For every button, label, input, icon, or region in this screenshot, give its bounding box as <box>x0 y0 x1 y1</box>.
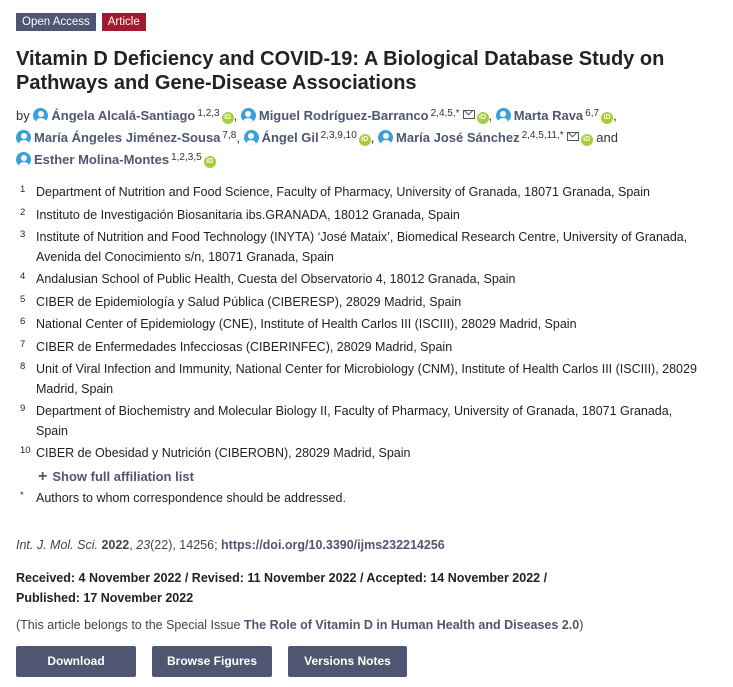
badge-row <box>16 13 146 31</box>
affiliation-item: 9 Department of Biochemistry and Molecular Biology II, Faculty of Pharmacy, University of Granada, 18071 Granada, Spain <box>20 403 673 438</box>
open-access-badge[interactable]: Open Access <box>16 13 96 31</box>
orcid-icon[interactable]: iD <box>204 156 216 168</box>
plus-icon: + <box>38 467 48 485</box>
special-issue-note: (This article belongs to the Special Issue The Role of Vitamin D in Human Health and Diseases 2.0) <box>16 618 584 632</box>
affiliation-item: 4 Andalusian School of Public Health, Cuesta del Observatorio 4, 18012 Granada, Spain <box>20 271 516 286</box>
and-label: and <box>596 130 618 145</box>
author-name[interactable]: María José Sánchez <box>396 130 520 145</box>
publication-dates: Received: 4 November 2022 / Revised: 11 November 2022 / Accepted: 14 November 2022 / Published: 17 November 2022 <box>16 571 548 605</box>
author-name[interactable]: Miguel Rodríguez-Barranco <box>258 108 429 123</box>
affiliation-item: 5 CIBER de Epidemiología y Salud Pública (CIBERESP), 28029 Madrid, Spain <box>20 293 462 309</box>
author-sup: 1,2,3 <box>197 108 220 119</box>
doi-link[interactable]: https://doi.org/10.3390/ijms232214256 <box>221 538 445 552</box>
author-3[interactable] <box>496 108 613 123</box>
affiliation-item: 3 Institute of Nutrition and Food Technology (INYTA) ‘José Mataix’, Biomedical Research Centre, University of Granada, Avenida del Conocimiento s/n, 18071 Granada, Spain <box>20 229 688 264</box>
special-issue-link[interactable]: The Role of Vitamin D in Human Health and Diseases 2.0 <box>243 618 580 632</box>
author-6[interactable] <box>378 130 593 145</box>
affiliation-item: 1 Department of Nutrition and Food Science, Faculty of Pharmacy, University of Granada, 18071 Granada, Spain <box>20 184 650 199</box>
author-list: by Ángela Alcalá-Santiago $^{1,2,3}$ iD , Miguel Rodríguez-Barranco $^{2,4,5,*}$ iD , Marta Rava $^{6,7}$ iD , María Ángeles Jiménez-Sousa $^{7,8}$, Ángel Gil $^{2,3,9,10}$ iD , María José Sánchez $^{2,4,5,11,*}$ iD and Esther Molina-Montes $^{1,2,3,5}$ iD <box>16 108 618 167</box>
affiliation-item: 7 CIBER de Enfermedades Infecciosas (CIBERINFEC), 28029 Madrid, Spain <box>20 338 453 354</box>
user-icon <box>33 108 48 123</box>
author-4[interactable] <box>16 130 236 145</box>
citation: Int. J. Mol. Sci. 2022, 23(22), 14256; https://doi.org/10.3390/ijms232214256 <box>16 538 445 552</box>
action-buttons <box>16 646 407 677</box>
mail-icon[interactable] <box>463 110 475 119</box>
affiliation-item: 6 National Center of Epidemiology (CNE), Institute of Health Carlos III (ISCIII), 28029 Madrid, Spain <box>20 316 577 331</box>
author-name[interactable]: María Ángeles Jiménez-Sousa <box>34 130 221 145</box>
orcid-icon[interactable]: iD <box>581 134 593 146</box>
author-sup: 7,8 <box>222 130 237 141</box>
affiliation-list <box>20 183 705 512</box>
author-1[interactable] <box>33 108 233 123</box>
author-sup: 1,2,3,5 <box>171 152 202 163</box>
mail-icon[interactable] <box>567 132 579 141</box>
user-icon <box>241 108 256 123</box>
article-type-badge: Article <box>102 13 146 31</box>
orcid-icon[interactable]: iD <box>477 112 489 124</box>
user-icon <box>16 152 31 167</box>
affiliation-item: 2 Instituto de Investigación Biosanitaria ibs.GRANADA, 18012 Granada, Spain <box>20 206 460 222</box>
author-name[interactable]: Ángela Alcalá-Santiago <box>51 108 196 123</box>
user-icon <box>244 130 259 145</box>
versions-notes-button[interactable]: Versions Notes <box>288 646 407 677</box>
author-name[interactable]: Ángel Gil <box>261 130 319 145</box>
article-title: Vitamin D Deficiency and COVID-19: A Biological Database Study on Pathways and Gene-Disease Associations <box>16 48 665 94</box>
author-5[interactable] <box>244 130 371 145</box>
browse-figures-button[interactable]: Browse Figures <box>152 646 272 677</box>
author-sup: 2,4,5,* <box>430 108 460 119</box>
download-button[interactable]: Download <box>16 646 136 677</box>
correspondence-note: * Authors to whom correspondence should be addressed. <box>20 490 346 505</box>
show-full-affiliations-button[interactable]: + Show full affiliation list <box>38 467 194 485</box>
author-name[interactable]: Marta Rava <box>513 108 584 123</box>
by-label: by <box>16 108 30 123</box>
author-2[interactable] <box>241 108 489 123</box>
affiliation-item: 10 CIBER de Obesidad y Nutrición (CIBEROBN), 28029 Madrid, Spain <box>20 445 411 460</box>
author-sup: 6,7 <box>585 108 600 119</box>
user-icon <box>16 130 31 145</box>
orcid-icon[interactable]: iD <box>601 112 613 124</box>
author-7[interactable] <box>16 152 216 167</box>
author-name[interactable]: Esther Molina-Montes <box>34 152 170 167</box>
author-sup: 2,3,9,10 <box>320 130 357 141</box>
orcid-icon[interactable]: iD <box>359 134 371 146</box>
user-icon <box>378 130 393 145</box>
author-sup: 2,4,5,11,* <box>521 130 564 141</box>
affiliation-item: 8 Unit of Viral Infection and Immunity, National Center for Microbiology (CNM), Institute of Health Carlos III (ISCIII), 28029 Madrid, Spain <box>20 361 697 396</box>
user-icon <box>496 108 511 123</box>
orcid-icon[interactable]: iD <box>222 112 234 124</box>
